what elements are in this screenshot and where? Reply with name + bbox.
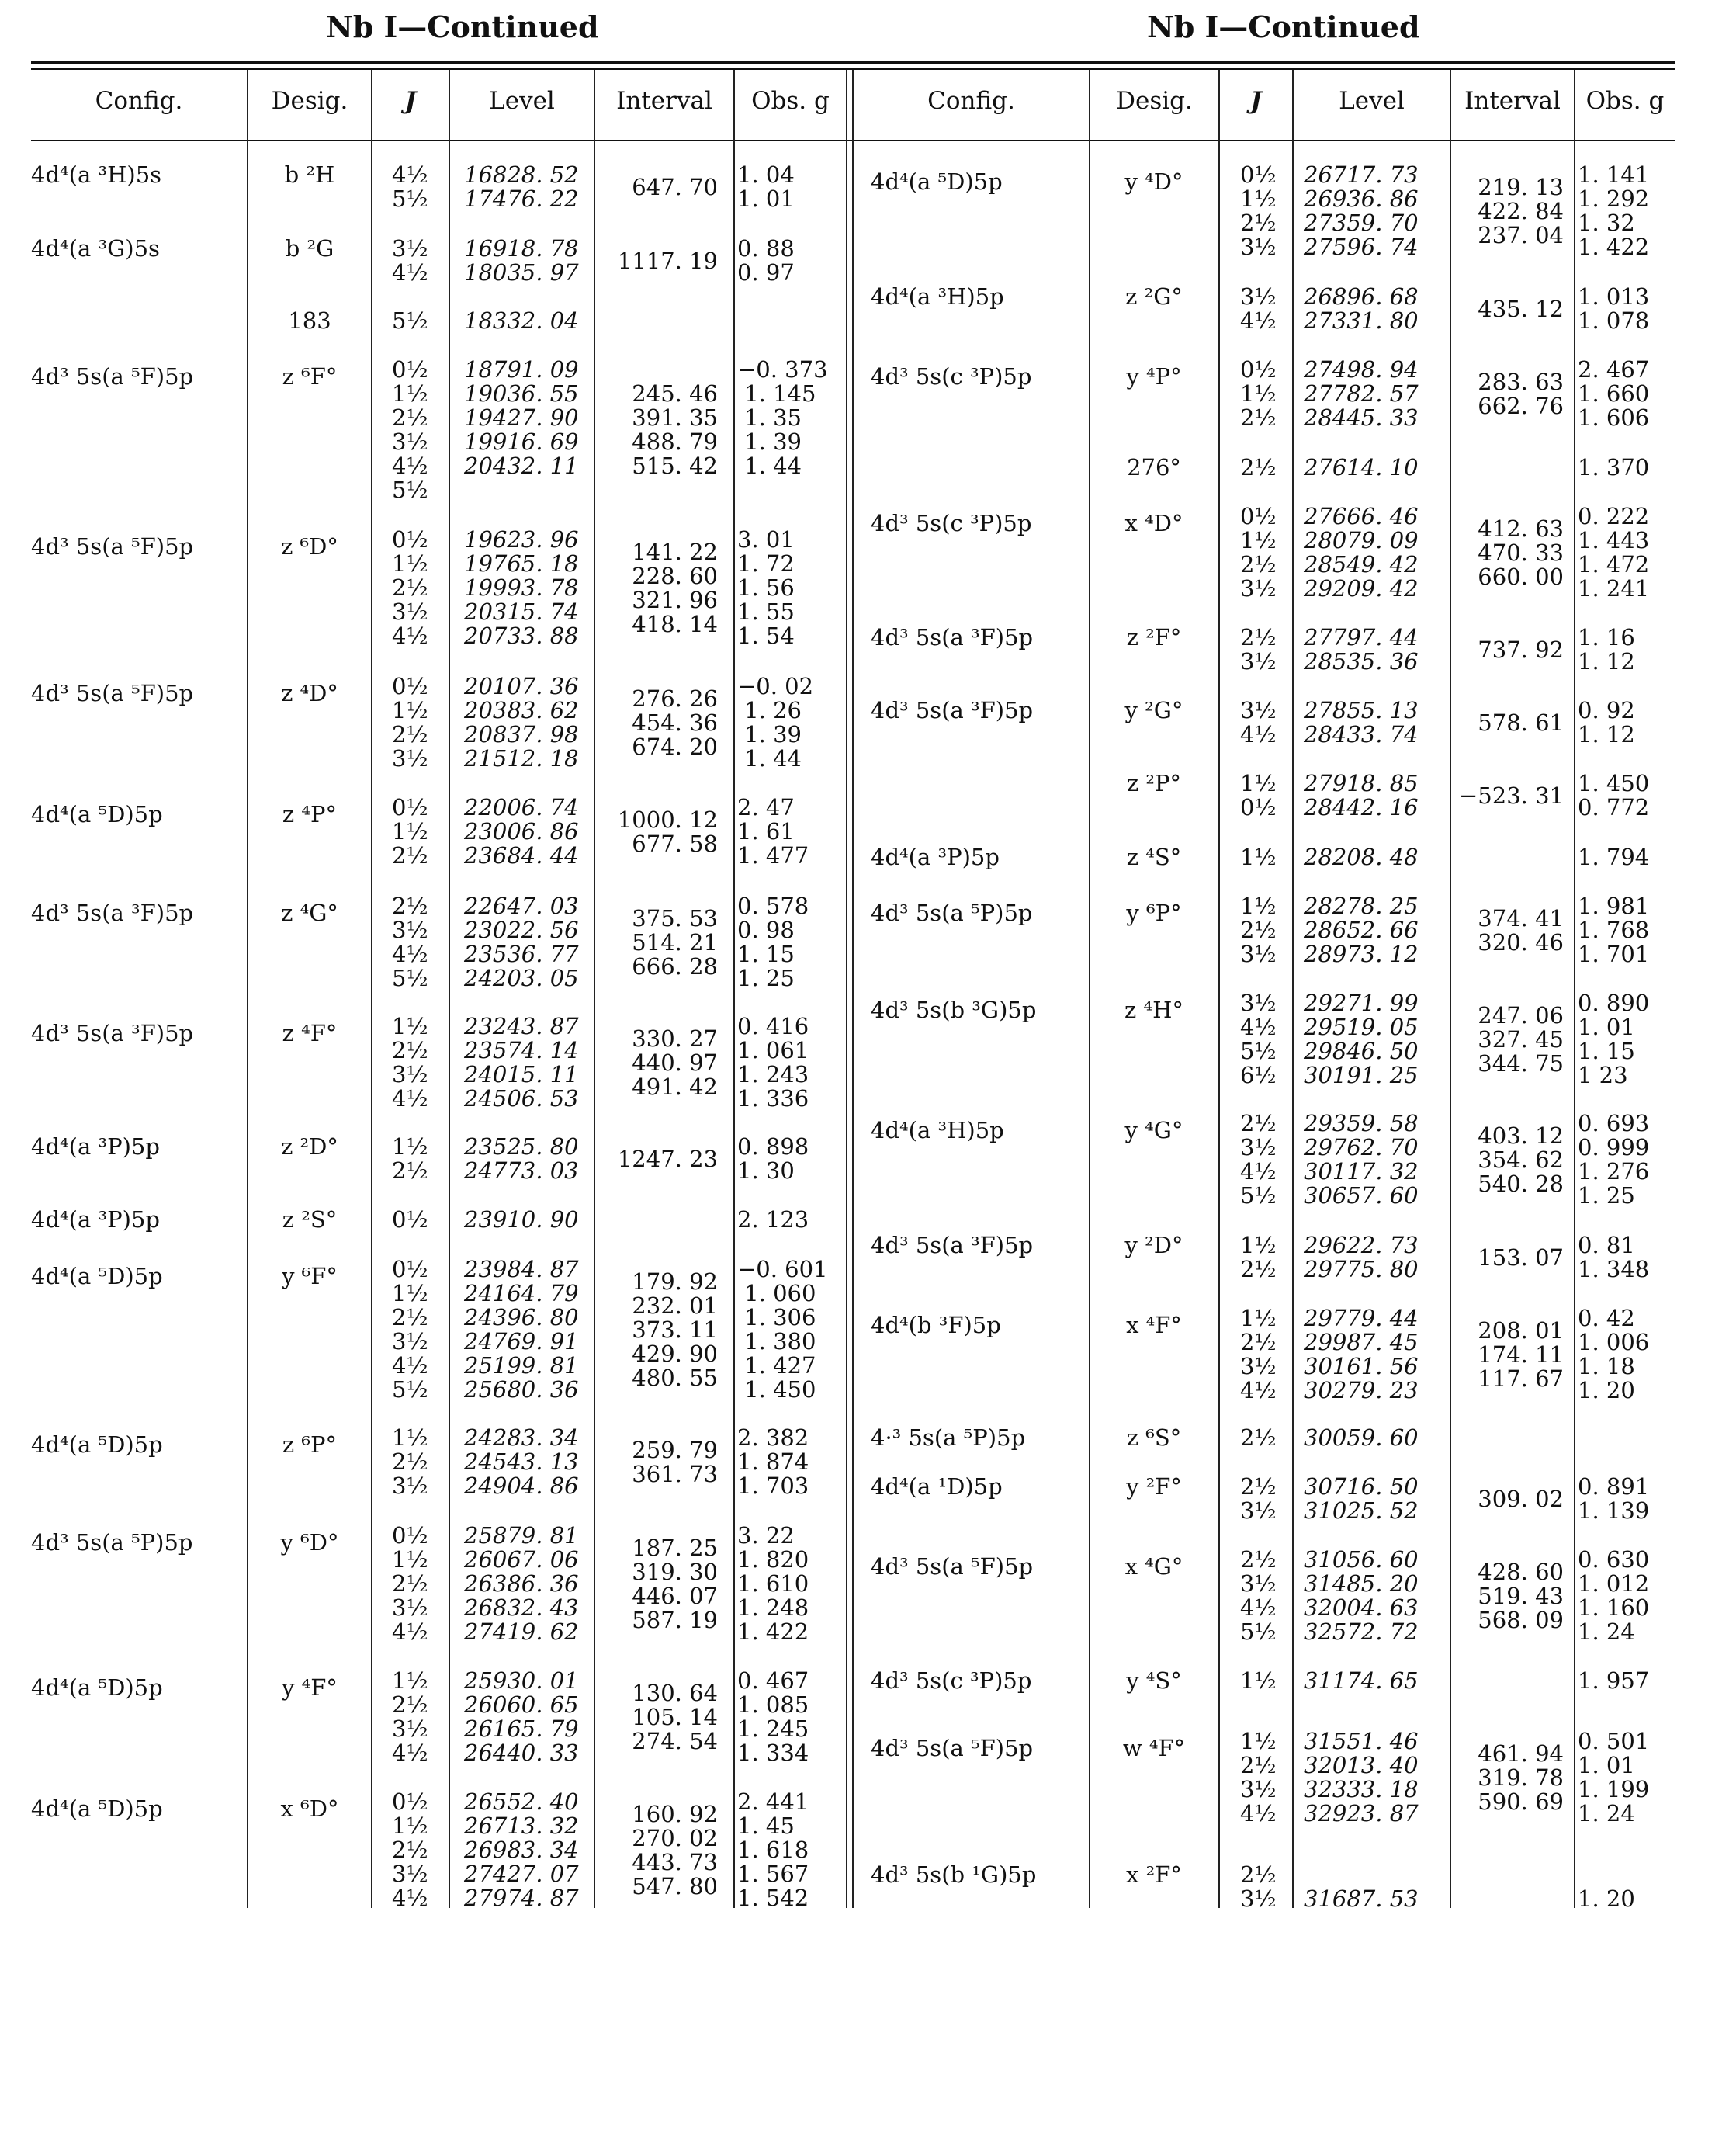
- cell-j: 1½ 2½ 3½: [1240, 893, 1277, 967]
- cell-desig: b ²H: [284, 161, 335, 188]
- cell-config: 4d⁴(a ³H)5p: [871, 283, 1004, 310]
- cell-g: 1. 450 0. 772: [1578, 770, 1650, 820]
- column-divider: [1089, 70, 1090, 1908]
- cell-desig: z ⁶S°: [1126, 1424, 1182, 1451]
- panel-divider: [852, 70, 854, 1908]
- cell-desig: z ⁴F°: [282, 1020, 338, 1046]
- cell-j: 1½ 2½ 3½: [392, 1424, 428, 1499]
- cell-j: 2½: [1240, 454, 1277, 480]
- cell-desig: z ⁴S°: [1126, 844, 1182, 870]
- cell-g: 0. 81 1. 348: [1578, 1232, 1650, 1282]
- cell-g: 2. 467 1. 660 1. 606: [1578, 356, 1650, 431]
- cell-config: 4d⁴(a ³P)5p: [31, 1133, 160, 1160]
- cell-j: 2½: [1240, 1424, 1277, 1451]
- cell-interval: 647. 70: [632, 174, 718, 200]
- cell-config: 4d⁴(a ⁵D)5p: [31, 801, 163, 827]
- cell-level: 23243. 87 23574. 14 24015. 11 24506. 53: [464, 1013, 579, 1112]
- cell-config: 4d⁴(a ¹D)5p: [871, 1473, 1003, 1500]
- cell-g: 1. 16 1. 12: [1578, 624, 1635, 675]
- cell-desig: b ²G: [285, 235, 334, 262]
- panel-divider: [846, 70, 847, 1908]
- cell-config: 4d⁴(a ³H)5s: [31, 161, 162, 188]
- cell-desig: z ²F°: [1126, 624, 1182, 650]
- cell-j: 1½ 2½ 3½ 4½: [392, 1667, 428, 1766]
- cell-g: −0. 601 1. 060 1. 306 1. 380 1. 427 1. 450: [737, 1256, 828, 1403]
- cell-level: 27797. 44 28535. 36: [1304, 624, 1419, 675]
- cell-interval: 276. 26 454. 36 674. 20: [632, 685, 718, 760]
- cell-level: 29622. 73 29775. 80: [1304, 1232, 1419, 1282]
- cell-level: 27614. 10: [1304, 454, 1419, 480]
- cell-j: 0½ 1½ 2½ 3½ 4½ 5½: [392, 1256, 428, 1403]
- cell-j: 3½ 4½: [392, 235, 428, 286]
- cell-interval: 1247. 23: [617, 1146, 718, 1172]
- cell-level: 22647. 03 23022. 56 23536. 77 24203. 05: [464, 893, 579, 991]
- cell-interval: 187. 25 319. 30 446. 07 587. 19: [632, 1535, 718, 1633]
- cell-interval: 374. 41 320. 46: [1478, 905, 1564, 956]
- cell-g: 1. 141 1. 292 1. 32 1. 422: [1578, 161, 1650, 260]
- title-left: Nb I—Continued: [326, 9, 599, 44]
- cell-interval: 141. 22 228. 60 321. 96 418. 14: [632, 539, 718, 637]
- cell-j: 2½ 3½ 4½ 5½: [392, 893, 428, 991]
- column-divider: [1218, 70, 1220, 1908]
- cell-j: 2½ 3½ 4½ 5½: [1240, 1110, 1277, 1209]
- cell-level: 31551. 46 32013. 40 32333. 18 32923. 87: [1304, 1728, 1419, 1826]
- cell-config: 4d⁴(a ⁵D)5p: [31, 1263, 163, 1289]
- cell-g: 3. 01 1. 72 1. 56 1. 55 1. 54: [737, 526, 795, 649]
- cell-level: 28278. 25 28652. 66 28973. 12: [1304, 893, 1419, 967]
- cell-config: 4d³ 5s(b ³G)5p: [871, 997, 1037, 1023]
- cell-desig: z ⁶F°: [282, 363, 338, 390]
- cell-g: 0. 630 1. 012 1. 160 1. 24: [1578, 1546, 1650, 1645]
- cell-interval: 412. 63 470. 33 660. 00: [1478, 515, 1564, 590]
- cell-desig: z ⁶P°: [282, 1431, 338, 1458]
- cell-interval: 403. 12 354. 62 540. 28: [1478, 1122, 1564, 1197]
- column-divider: [449, 70, 450, 1908]
- cell-level: 27855. 13 28433. 74: [1304, 697, 1419, 748]
- cell-g: 2. 441 1. 45 1. 618 1. 567 1. 542: [737, 1788, 809, 1911]
- cell-desig: y ⁴D°: [1124, 168, 1183, 195]
- cell-config: 4d⁴(a ⁵D)5p: [31, 1795, 163, 1822]
- cell-desig: y ²D°: [1124, 1232, 1183, 1258]
- cell-config: 4d⁴(a ⁵D)5p: [31, 1674, 163, 1701]
- cell-j: 3½ 4½: [1240, 283, 1277, 334]
- cell-g: 3. 22 1. 820 1. 610 1. 248 1. 422: [737, 1522, 809, 1645]
- cell-desig: y ⁴S°: [1126, 1667, 1182, 1694]
- cell-j: 1½: [1240, 844, 1277, 870]
- cell-level: 29359. 58 29762. 70 30117. 32 30657. 60: [1304, 1110, 1419, 1209]
- cell-config: 4d³ 5s(a ³F)5p: [871, 624, 1034, 650]
- cell-g: 1. 981 1. 768 1. 701: [1578, 893, 1650, 967]
- cell-j: 0½ 1½ 2½ 3½: [1240, 503, 1277, 602]
- cell-g: 2. 382 1. 874 1. 703: [737, 1424, 809, 1499]
- cell-j: 1½ 2½: [392, 1133, 428, 1184]
- cell-level: 16918. 78 18035. 97: [464, 235, 579, 286]
- cell-interval: 330. 27 440. 97 491. 42: [632, 1025, 718, 1100]
- cell-j: 4½ 5½: [392, 161, 428, 212]
- cell-g: 0. 898 1. 30: [737, 1133, 809, 1184]
- cell-level: 20107. 36 20383. 62 20837. 98 21512. 18: [464, 673, 579, 772]
- cell-g: 1. 013 1. 078: [1578, 283, 1650, 334]
- header-obs-g: Obs. g: [1585, 87, 1665, 115]
- cell-config: 4d³ 5s(a ⁵F)5p: [871, 1735, 1034, 1761]
- cell-config: 4d³ 5s(a ⁵F)5p: [31, 533, 194, 560]
- cell-config: 4d³ 5s(a ³F)5p: [871, 1232, 1034, 1258]
- cell-config: 4d³ 5s(a ³F)5p: [31, 1020, 194, 1046]
- cell-g: 0. 92 1. 12: [1578, 697, 1635, 748]
- cell-desig: z ⁴P°: [282, 801, 338, 827]
- cell-config: 4d³ 5s(a ³F)5p: [31, 900, 194, 926]
- cell-desig: z ²S°: [282, 1206, 338, 1233]
- cell-level: 29271. 99 29519. 05 29846. 50 30191. 25: [1304, 990, 1419, 1088]
- cell-desig: y ⁴P°: [1126, 363, 1182, 390]
- cell-level: 23910. 90: [464, 1206, 579, 1233]
- cell-desig: z ²D°: [281, 1133, 338, 1160]
- cell-level: 23525. 80 24773. 03: [464, 1133, 579, 1184]
- header-level: Level: [489, 87, 555, 115]
- cell-j: 1½ 2½: [1240, 1232, 1277, 1282]
- cell-g: 0. 891 1. 139: [1578, 1473, 1650, 1524]
- cell-interval: 428. 60 519. 43 568. 09: [1478, 1559, 1564, 1633]
- cell-desig: y ⁶P°: [1126, 900, 1182, 926]
- cell-level: 26717. 73 26936. 86 27359. 70 27596. 74: [1304, 161, 1419, 260]
- column-divider: [1292, 70, 1294, 1908]
- cell-j: 0½ 1½ 2½ 3½ 4½: [392, 526, 428, 649]
- cell-interval: 309. 02: [1478, 1486, 1564, 1512]
- cell-g: 2. 123: [737, 1206, 809, 1233]
- cell-interval: 219. 13 422. 84 237. 04: [1478, 174, 1564, 248]
- cell-desig: y ⁶F°: [282, 1263, 338, 1289]
- cell-desig: 183: [288, 307, 331, 334]
- cell-g: −0. 02 1. 26 1. 39 1. 44: [737, 673, 814, 772]
- cell-j: 2½ 3½ 4½ 5½: [1240, 1546, 1277, 1645]
- cell-desig: w ⁴F°: [1122, 1735, 1186, 1761]
- cell-g: 0. 88 0. 97: [737, 235, 795, 286]
- cell-g: 0. 693 0. 999 1. 276 1. 25: [1578, 1110, 1650, 1209]
- cell-config: 4d⁴(a ⁵D)5p: [31, 1431, 163, 1458]
- cell-config: 4d³ 5s(a ⁵P)5p: [31, 1529, 193, 1556]
- header-level: Level: [1339, 87, 1405, 115]
- cell-g: 1. 370: [1578, 454, 1650, 480]
- cell-interval: 578. 61: [1478, 709, 1564, 736]
- cell-g: 0. 467 1. 085 1. 245 1. 334: [737, 1667, 809, 1766]
- cell-interval: 259. 79 361. 73: [632, 1437, 718, 1487]
- cell-config: 4d⁴(a ³H)5p: [871, 1117, 1004, 1143]
- cell-level: 24283. 34 24543. 13 24904. 86: [464, 1424, 579, 1499]
- cell-level: 27498. 94 27782. 57 28445. 33: [1304, 356, 1419, 431]
- cell-j: 0½ 1½ 2½ 3½ 4½: [392, 1788, 428, 1911]
- cell-j: 3½ 4½: [1240, 697, 1277, 748]
- cell-desig: z ²P°: [1126, 770, 1182, 796]
- cell-interval: 283. 63 662. 76: [1478, 369, 1564, 419]
- header-desig: Desig.: [271, 87, 348, 115]
- cell-level: 22006. 74 23006. 86 23684. 44: [464, 794, 579, 869]
- cell-config: 4d⁴(b ³F)5p: [871, 1312, 1001, 1338]
- cell-config: 4d³ 5s(b ¹G)5p: [871, 1861, 1037, 1888]
- cell-interval: 130. 64 105. 14 274. 54: [632, 1680, 718, 1754]
- cell-j: 1½: [1240, 1667, 1277, 1694]
- cell-j: 3½ 4½ 5½ 6½: [1240, 990, 1277, 1088]
- cell-level: 26552. 40 26713. 32 26983. 34 27427. 07 27974. 87: [464, 1788, 579, 1911]
- cell-desig: y ⁴G°: [1124, 1117, 1183, 1143]
- cell-config: 4d⁴(a ³P)5p: [31, 1206, 160, 1233]
- cell-level: 27666. 46 28079. 09 28549. 42 29209. 42: [1304, 503, 1419, 602]
- cell-j: 0½ 1½ 2½ 3½: [1240, 161, 1277, 260]
- header-config: Config.: [927, 87, 1015, 115]
- cell-g: 1. 04 1. 01: [737, 161, 795, 212]
- cell-j: 1½ 0½: [1240, 770, 1277, 820]
- cell-j: 0½: [392, 1206, 428, 1233]
- column-divider: [1450, 70, 1451, 1908]
- cell-j: 0½ 1½ 2½: [1240, 356, 1277, 431]
- header-j: J: [1250, 87, 1262, 115]
- header-interval: Interval: [616, 87, 712, 115]
- cell-g: 1. 794: [1578, 844, 1650, 870]
- cell-g: −0. 373 1. 145 1. 35 1. 39 1. 44: [737, 356, 828, 479]
- cell-g: 1. 957: [1578, 1667, 1650, 1694]
- cell-interval: 208. 01 174. 11 117. 67: [1478, 1317, 1564, 1392]
- cell-j: 0½ 1½ 2½ 3½: [392, 673, 428, 772]
- cell-interval: −523. 31: [1459, 782, 1564, 809]
- cell-desig: y ²G°: [1124, 697, 1183, 723]
- cell-level: 28208. 48: [1304, 844, 1419, 870]
- cell-desig: y ⁶D°: [280, 1529, 339, 1556]
- cell-desig: x ⁴G°: [1124, 1553, 1183, 1580]
- cell-level: 30716. 50 31025. 52: [1304, 1473, 1419, 1524]
- cell-j: 2½ 3½: [1240, 1861, 1277, 1912]
- cell-j: 5½: [392, 307, 428, 334]
- cell-level: 31174. 65: [1304, 1667, 1419, 1694]
- cell-level: 26896. 68 27331. 80: [1304, 283, 1419, 334]
- cell-interval: 1000. 12 677. 58: [617, 807, 718, 857]
- cell-desig: x ⁴F°: [1126, 1312, 1182, 1338]
- cell-config: 4d³ 5s(a ⁵F)5p: [31, 363, 194, 390]
- cell-desig: z ⁴G°: [281, 900, 338, 926]
- cell-j: 0½ 1½ 2½: [392, 794, 428, 869]
- cell-desig: z ⁶D°: [281, 533, 338, 560]
- cell-interval: 737. 92: [1478, 637, 1564, 663]
- cell-g: 0. 890 1. 01 1. 15 1 23: [1578, 990, 1650, 1088]
- cell-desig: y ⁴F°: [282, 1674, 338, 1701]
- cell-level: 27918. 85 28442. 16: [1304, 770, 1419, 820]
- cell-interval: 160. 92 270. 02 443. 73 547. 80: [632, 1801, 718, 1899]
- column-divider: [371, 70, 372, 1908]
- column-divider: [594, 70, 595, 1908]
- cell-g: 0. 416 1. 061 1. 243 1. 336: [737, 1013, 809, 1112]
- cell-g: 0. 42 1. 006 1. 18 1. 20: [1578, 1305, 1650, 1403]
- cell-level: 23984. 87 24164. 79 24396. 80 24769. 91 25199. 81 25680. 36: [464, 1256, 579, 1403]
- cell-level: 30059. 60: [1304, 1424, 1419, 1451]
- cell-g: 0. 222 1. 443 1. 472 1. 241: [1578, 503, 1650, 602]
- cell-desig: x ⁶D°: [280, 1795, 339, 1822]
- cell-config: 4d⁴(a ⁵D)5p: [871, 168, 1003, 195]
- cell-config: 4d³ 5s(a ³F)5p: [871, 697, 1034, 723]
- cell-config: 4d³ 5s(c ³P)5p: [871, 510, 1032, 536]
- cell-j: 1½ 2½ 3½ 4½: [1240, 1728, 1277, 1826]
- cell-level: 18332. 04: [464, 307, 579, 334]
- cell-desig: y ²F°: [1126, 1473, 1182, 1500]
- cell-g: 2. 47 1. 61 1. 477: [737, 794, 809, 869]
- column-divider: [247, 70, 248, 1908]
- cell-interval: 179. 92 232. 01 373. 11 429. 90 480. 55: [632, 1268, 718, 1391]
- title-right: Nb I—Continued: [1147, 9, 1420, 44]
- cell-interval: 1117. 19: [617, 248, 718, 274]
- cell-desig: 276°: [1127, 454, 1181, 480]
- cell-level: 31687. 53: [1304, 1885, 1419, 1912]
- cell-interval: 375. 53 514. 21 666. 28: [632, 905, 718, 980]
- cell-level: 25879. 81 26067. 06 26386. 36 26832. 43 27419. 62: [464, 1522, 579, 1645]
- cell-level: 31056. 60 31485. 20 32004. 63 32572. 72: [1304, 1546, 1419, 1645]
- cell-config: 4d³ 5s(a ⁵F)5p: [31, 680, 194, 706]
- header-config: Config.: [95, 87, 183, 115]
- cell-level: 25930. 01 26060. 65 26165. 79 26440. 33: [464, 1667, 579, 1766]
- cell-j: 1½ 2½ 3½ 4½: [392, 1013, 428, 1112]
- top-rule-thick: [31, 61, 1675, 64]
- header-j: J: [404, 87, 417, 115]
- cell-desig: x ²F°: [1126, 1861, 1182, 1888]
- header-desig: Desig.: [1116, 87, 1193, 115]
- cell-desig: z ²G°: [1125, 283, 1183, 310]
- header-obs-g: Obs. g: [751, 87, 830, 115]
- cell-desig: z ⁴H°: [1124, 997, 1183, 1023]
- cell-config: 4d³ 5s(c ³P)5p: [871, 1667, 1032, 1694]
- cell-config: 4d⁴(a ³P)5p: [871, 844, 1000, 870]
- cell-level: 19623. 96 19765. 18 19993. 78 20315. 74 20733. 88: [464, 526, 579, 649]
- cell-desig: x ⁴D°: [1124, 510, 1183, 536]
- cell-g: 0. 501 1. 01 1. 199 1. 24: [1578, 1728, 1650, 1826]
- cell-level: 16828. 52 17476. 22: [464, 161, 579, 212]
- cell-interval: 245. 46 391. 35 488. 79 515. 42: [632, 380, 718, 479]
- cell-j: 0½ 1½ 2½ 3½ 4½: [392, 1522, 428, 1645]
- cell-g: 1. 20: [1578, 1885, 1635, 1912]
- cell-level: 18791. 09 19036. 55 19427. 90 19916. 69 20432. 11: [464, 356, 579, 479]
- cell-interval: 435. 12: [1478, 296, 1564, 322]
- cell-j: 1½ 2½ 3½ 4½: [1240, 1305, 1277, 1403]
- cell-interval: 461. 94 319. 78 590. 69: [1478, 1740, 1564, 1815]
- header-interval: Interval: [1464, 87, 1561, 115]
- column-divider: [1574, 70, 1575, 1908]
- cell-config: 4d³ 5s(a ⁵P)5p: [871, 900, 1033, 926]
- cell-config: 4d³ 5s(a ⁵F)5p: [871, 1553, 1034, 1580]
- cell-interval: 153. 07: [1478, 1244, 1564, 1271]
- cell-desig: z ⁴D°: [281, 680, 338, 706]
- cell-j: 0½ 1½ 2½ 3½ 4½ 5½: [392, 356, 428, 503]
- cell-config: 4d³ 5s(c ³P)5p: [871, 363, 1032, 390]
- cell-j: 2½ 3½: [1240, 624, 1277, 675]
- cell-g: 0. 578 0. 98 1. 15 1. 25: [737, 893, 809, 991]
- cell-interval: 247. 06 327. 45 344. 75: [1478, 1002, 1564, 1077]
- cell-j: 2½ 3½: [1240, 1473, 1277, 1524]
- cell-config: 4d⁴(a ³G)5s: [31, 235, 160, 262]
- cell-config: 4·³ 5s(a ⁵P)5p: [871, 1424, 1026, 1451]
- column-divider: [733, 70, 735, 1908]
- cell-level: 29779. 44 29987. 45 30161. 56 30279. 23: [1304, 1305, 1419, 1403]
